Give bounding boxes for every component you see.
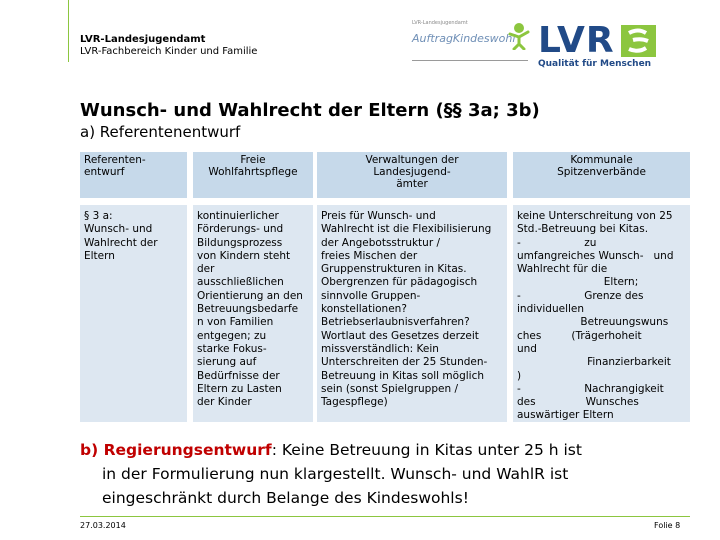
org-department: LVR-Fachbereich Kinder und Familie (80, 46, 258, 57)
table-cell: kontinuierlicher Förderungs- und Bildungsprozess von Kindern steht der ausschließlichen Orientierung an den Betreuungsbedarfe n von Familien entgegen; zu starke Fokus- sierung auf Bedürfnisse der Eltern zu Lasten der Kinder (193, 205, 313, 422)
lvr-mark-icon (621, 25, 656, 57)
footer-date: 27.03.2014 (80, 521, 126, 530)
partner-name: AuftragKindeswohl (412, 32, 516, 45)
conclusion-text (80, 438, 690, 510)
partner-underline (412, 60, 528, 61)
table-header-cell: Referenten- entwurf (80, 152, 187, 198)
table-header-cell: Freie Wohlfahrtspflege (193, 152, 313, 198)
table-cell: Preis für Wunsch- und Wahlrecht ist die Flexibilisierung der Angebotsstruktur / freies Mischen der Gruppenstrukturen in Kitas. Obergrenzen für pädagogisch sinnvolle Gruppen- konstellationen? Betriebserlaubnisverfahren? Wortlaut des Gesetzes derzeit missverständlich: Kein Unterschreiten der 25 Stunden- Betreuung in Kitas soll möglich sein (sonst Spielgruppen / Tagespflege) (317, 205, 507, 422)
child-figure-icon (504, 20, 534, 50)
slide-subtitle: a) Referentenentwurf (80, 123, 241, 141)
lvr-logo-mark (621, 25, 656, 57)
table-header-cell: Kommunale Spitzenverbände (513, 152, 690, 198)
org-name: LVR-Landesjugendamt (80, 34, 206, 45)
lvr-logo-text: LVR (538, 20, 615, 61)
conclusion-part2: in der Formulierung nun klargestellt. Wunsch- und WahlR ist (102, 465, 569, 483)
slide-title: Wunsch- und Wahlrecht der Eltern (§§ 3a; 3b) (80, 100, 540, 121)
conclusion-lead: b) Regierungsentwurf (80, 441, 272, 459)
partner-small-text: LVR-Landesjugendamt (412, 20, 468, 26)
table-header-cell: Verwaltungen der Landesjugend- ämter (317, 152, 507, 198)
lvr-logo (538, 22, 656, 72)
header-divider (68, 0, 69, 62)
lvr-tagline: Qualität für Menschen (538, 59, 652, 69)
table-cell: keine Unterschreitung von 25 Std.-Betreuung bei Kitas. - zu umfangreiches Wunsch- und Wahlrecht für die Eltern; - Grenze des individuellen Betreuungswuns ches (Trägerhoheit und Finanzierbarkeit ) - Nachrangigkeit des Wunsches auswärtiger Eltern (513, 205, 690, 422)
footer-page-number: Folie 8 (654, 521, 681, 530)
conclusion-part1: : Keine Betreuung in Kitas unter 25 h ist (271, 441, 582, 459)
table-cell: § 3 a: Wunsch- und Wahlrecht der Eltern (80, 205, 187, 422)
partner-logo (412, 20, 532, 62)
footer-divider (80, 516, 690, 517)
comparison-table (80, 152, 690, 422)
conclusion-part3: eingeschränkt durch Belange des Kindeswohls! (102, 489, 469, 507)
